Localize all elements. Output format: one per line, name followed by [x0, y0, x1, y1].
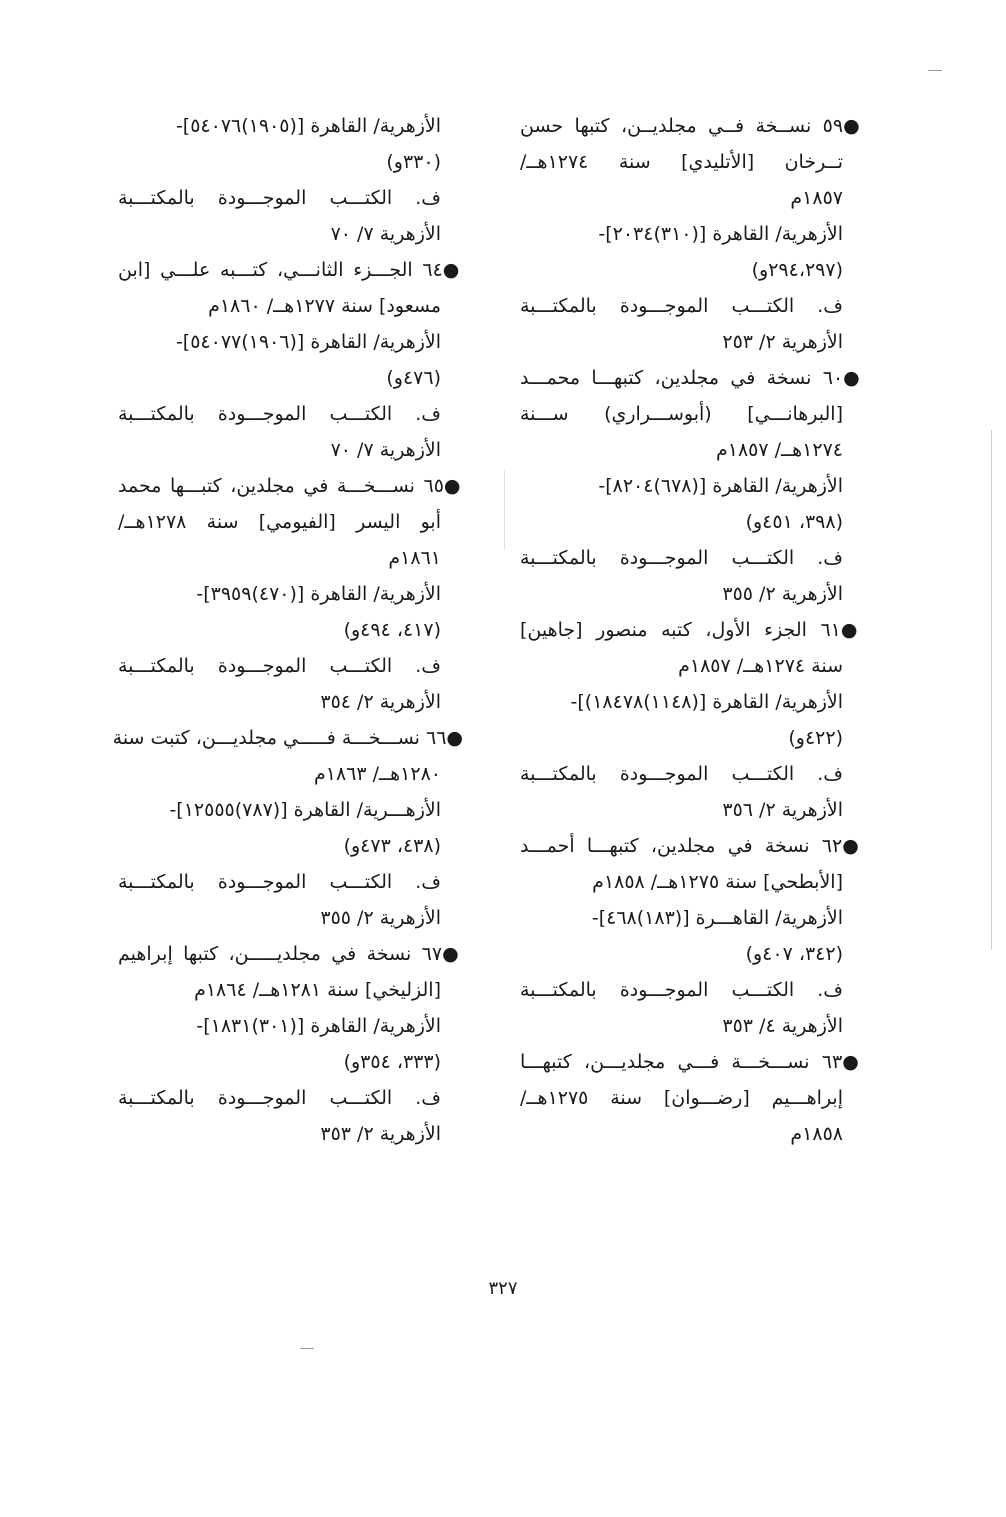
entry-61-folios: (٤٢٢و) [788, 727, 843, 749]
entry-62-library-ref: الأزهرية/ القاهـــرة [(١٨٣)٤٦٨]- [591, 907, 843, 929]
scan-artifact-mark [504, 470, 505, 550]
entry-66-catalog-page: الأزهرية ٢/ ٣٥٥ [320, 907, 441, 929]
entry-63-line-2: إبراهـــيم [رضـــوان] سنة ١٢٧٥هــ/ [520, 1087, 843, 1109]
entry-60-line-2: [البرهانـــي] (أبوســـراري) ســـنة [520, 403, 843, 425]
entry-66-catalog: ف. الكتـــب الموجـــودة بالمكتـــبة [118, 871, 441, 893]
entry-65-catalog: ف. الكتـــب الموجـــودة بالمكتـــبة [118, 655, 441, 677]
entry-60-line-3: ١٢٧٤هــ/ ١٨٥٧م [715, 439, 843, 461]
page-number: ٣٢٧ [488, 1278, 518, 1299]
entry-67-folios: (٣٣٣، ٣٥٤و) [343, 1051, 441, 1073]
entry-66-line-2: ١٢٨٠هــ/ ١٨٦٣م [313, 763, 441, 785]
entry-67-catalog: ف. الكتـــب الموجـــودة بالمكتـــبة [118, 1087, 441, 1109]
right-column [520, 108, 865, 1152]
entry-62-catalog-page: الأزهرية ٤/ ٣٥٣ [722, 1015, 843, 1037]
entry-60-library-ref: الأزهرية/ القاهرة [(٦٧٨)٨٢٠٤]- [598, 475, 843, 497]
entry-62-line-1: ●٦٢ نسخة في مجلدين، كتبهـــا أحمـــد [520, 835, 865, 857]
entry-61-catalog: ف. الكتـــب الموجـــودة بالمكتـــبة [520, 763, 843, 785]
entry-62-line-2: [الأبطحي] سنة ١٢٧٥هــ/ ١٨٥٨م [592, 871, 843, 893]
entry-66-folios: (٤٣٨، ٤٧٣و) [343, 835, 441, 857]
entry-65-catalog-page: الأزهرية ٢/ ٣٥٤ [320, 691, 441, 713]
entry-60-line-1: ●٦٠ نسخة في مجلدين، كتبهـــا محمـــد [520, 367, 865, 389]
entry-67-catalog-page: الأزهرية ٢/ ٣٥٣ [320, 1123, 441, 1145]
entry-60-folios: (٣٩٨، ٤٥١و) [745, 511, 843, 533]
entry-59-line-2: تــرخان [الأتليدي] سنة ١٢٧٤هــ/ [520, 151, 843, 173]
entry-63-line-3: ١٨٥٨م [790, 1123, 843, 1145]
entry-61-catalog-page: الأزهرية ٢/ ٣٥٦ [722, 799, 843, 821]
entry-66-line-1: ●٦٦ نســـخـــة فـــــي مجلديـــن، كتبت سنة [112, 727, 463, 749]
entry-63-library-ref: الأزهرية/ القاهرة [(١٩٠٥)٥٤٠٧٦]- [175, 115, 441, 137]
entry-63-line-1: ●٦٣ نســـخـــة فـــي مجلديـــن، كتبهـــا [520, 1051, 865, 1073]
entry-65-library-ref: الأزهرية/ القاهرة [(٤٧٠)٣٩٥٩]- [196, 583, 441, 605]
entry-59-library-ref: الأزهرية/ القاهرة [(٣١٠)٢٠٣٤]- [598, 223, 843, 245]
entry-64-catalog: ف. الكتـــب الموجـــودة بالمكتـــبة [118, 403, 441, 425]
entry-63-catalog: ف. الكتـــب الموجـــودة بالمكتـــبة [118, 187, 441, 209]
scan-artifact-line [991, 430, 992, 950]
scan-artifact-dot [928, 70, 942, 71]
entry-59-catalog: ف. الكتـــب الموجـــودة بالمكتـــبة [520, 295, 843, 317]
entry-59-line-3: ١٨٥٧م [790, 187, 843, 209]
entry-60-catalog: ف. الكتـــب الموجـــودة بالمكتـــبة [520, 547, 843, 569]
entry-63-folios: (٣٣٠و) [386, 151, 441, 173]
entry-67-library-ref: الأزهرية/ القاهرة [(٣٠١)١٨٣١]- [196, 1015, 441, 1037]
entry-65-folios: (٤١٧، ٤٩٤و) [343, 619, 441, 641]
scan-artifact-dot [300, 1348, 314, 1349]
entry-65-line-3: ١٨٦١م [388, 547, 441, 569]
entry-64-catalog-page: الأزهرية ٧/ ٧٠ [330, 439, 441, 461]
entry-61-line-2: سنة ١٢٧٤هــ/ ١٨٥٧م [678, 655, 843, 677]
entry-63-catalog-page: الأزهرية ٧/ ٧٠ [330, 223, 441, 245]
entry-64-library-ref: الأزهرية/ القاهرة [(١٩٠٦)٥٤٠٧٧]- [175, 331, 441, 353]
entry-65-line-2: أبو اليسر [الفيومي] سنة ١٢٧٨هــ/ [118, 511, 441, 533]
entry-61-library-ref: الأزهرية/ القاهرة [(١١٤٨)١٨٤٧٨)]- [570, 691, 843, 713]
entry-64-line-2: مسعود] سنة ١٢٧٧هــ/ ١٨٦٠م [208, 295, 441, 317]
entry-60-catalog-page: الأزهرية ٢/ ٣٥٥ [722, 583, 843, 605]
entry-67-line-1: ●٦٧ نسخة في مجلديـــــن، كتبها إبراهيم [118, 943, 463, 965]
entry-67-line-2: [الزليخي] سنة ١٢٨١هــ/ ١٨٦٤م [194, 979, 441, 1001]
entry-59-line-1: ●٥٩ نســخة فــي مجلديــن، كتبها حسن [520, 115, 865, 137]
entry-59-catalog-page: الأزهرية ٢/ ٢٥٣ [722, 331, 843, 353]
entry-65-line-1: ●٦٥ نســـخـــة في مجلدين، كتبـــها محمد [118, 475, 463, 497]
entry-64-line-1: ●٦٤ الجـــزء الثانـــي، كتـــبه علـــي [ابن [118, 259, 463, 281]
entry-66-library-ref: الأزهـــرية/ القاهرة [(٧٨٧)١٢٥٥٥]- [169, 799, 441, 821]
entry-64-folios: (٤٧٦و) [386, 367, 441, 389]
entry-62-catalog: ف. الكتـــب الموجـــودة بالمكتـــبة [520, 979, 843, 1001]
left-column [112, 108, 463, 1152]
entry-62-folios: (٣٤٢، ٤٠٧و) [745, 943, 843, 965]
entry-61-line-1: ●٦١ الجزء الأول، كتبه منصور [جاهين] [520, 619, 865, 641]
entry-59-folios: (٢٩٤،٢٩٧و) [751, 259, 843, 281]
